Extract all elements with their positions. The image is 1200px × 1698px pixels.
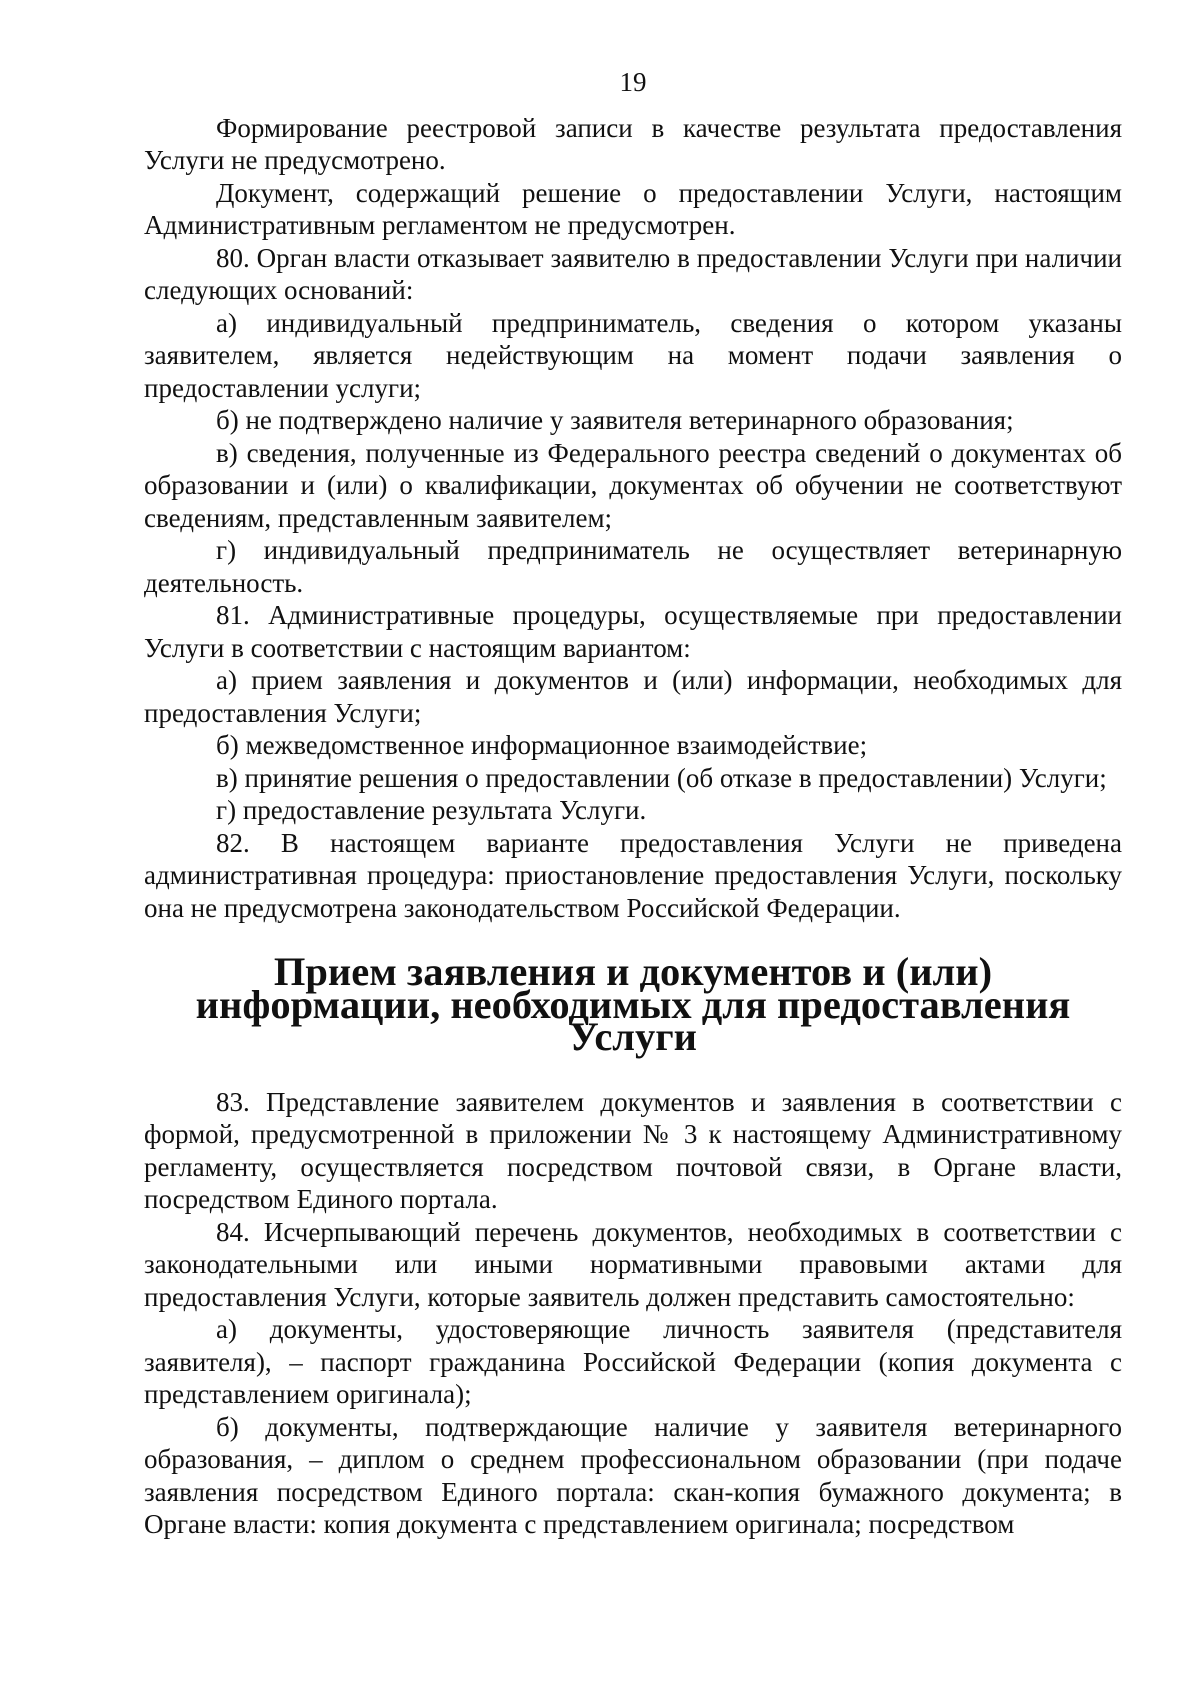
paragraph-81: 81. Административные процедуры, осуществляемые при предоставлении Услуги в соответствии с настоящим вариантом: [144,600,1122,663]
paragraph-83: 83. Представление заявителем документов и заявления в соответствии с формой, предусмотренной в приложении № 3 к настоящему Административному регламенту, осуществляется посредством почтовой связи, в Органе власти, посредством Единого портала. [144,1086,1122,1214]
paragraph-80: 80. Орган власти отказывает заявителю в предоставлении Услуги при наличии следующих оснований: [144,242,1122,305]
list-item-b: б) документы, подтверждающие наличие у заявителя ветеринарного образования, – диплом о среднем профессиональном образовании (при подаче заявления посредством Единого портала: скан-копия бумажного документа; в Органе власти: копия документа с представлением оригинала; посредством [144,1411,1122,1539]
page-number: 19 [619,67,647,97]
list-item-g: г) индивидуальный предприниматель не осуществляет ветеринарную деятельность. [144,535,1122,598]
paragraph-82: 82. В настоящем варианте предоставления Услуги не приведена административная процедура: приостановление предоставления Услуги, поскольку она не предусмотрена законодательством Российской Федерации. [144,827,1122,923]
list-item-a: а) документы, удостоверяющие личность заявителя (представителя заявителя), – паспорт гражданина Российской Федерации (копия документа с представлением оригинала); [144,1314,1122,1409]
list-item-v: в) сведения, полученные из Федерального реестра сведений о документах об образовании и (или) о квалификации, документах об обучении не соответствуют сведениям, представленным заявителем; [144,437,1122,533]
list-item-g: г) предоставление результата Услуги. [216,795,647,825]
list-item-a: а) прием заявления и документов и (или) информации, необходимых для предоставления Услуги; [144,665,1122,728]
paragraph: Формирование реестровой записи в качестве результата предоставления Услуги не предусмотрено. [144,112,1122,175]
paragraph-84: 84. Исчерпывающий перечень документов, необходимых в соответствии с законодательными или иными нормативными правовыми актами для предоставления Услуги, которые заявитель должен представить самостоятельно: [144,1216,1122,1312]
body-before-heading [144,112,1122,925]
list-item-b: б) не подтверждено наличие у заявителя ветеринарного образования; [216,405,1014,435]
list-item-v: в) принятие решения о предоставлении (об отказе в предоставлении) Услуги; [216,762,1107,793]
list-item-a: а) индивидуальный предприниматель, сведения о котором указаны заявителем, является недействующим на момент подачи заявления о предоставлении услуги; [144,307,1122,403]
document-page [144,66,1122,1541]
section-heading: Прием заявления и документов и (или) информации, необходимых для предоставления Услуги [195,949,1071,1059]
paragraph: Документ, содержащий решение о предоставлении Услуги, настоящим Административным регламентом не предусмотрен. [144,177,1122,240]
list-item-b: б) межведомственное информационное взаимодействие; [216,730,868,760]
body-after-heading [144,1086,1122,1541]
